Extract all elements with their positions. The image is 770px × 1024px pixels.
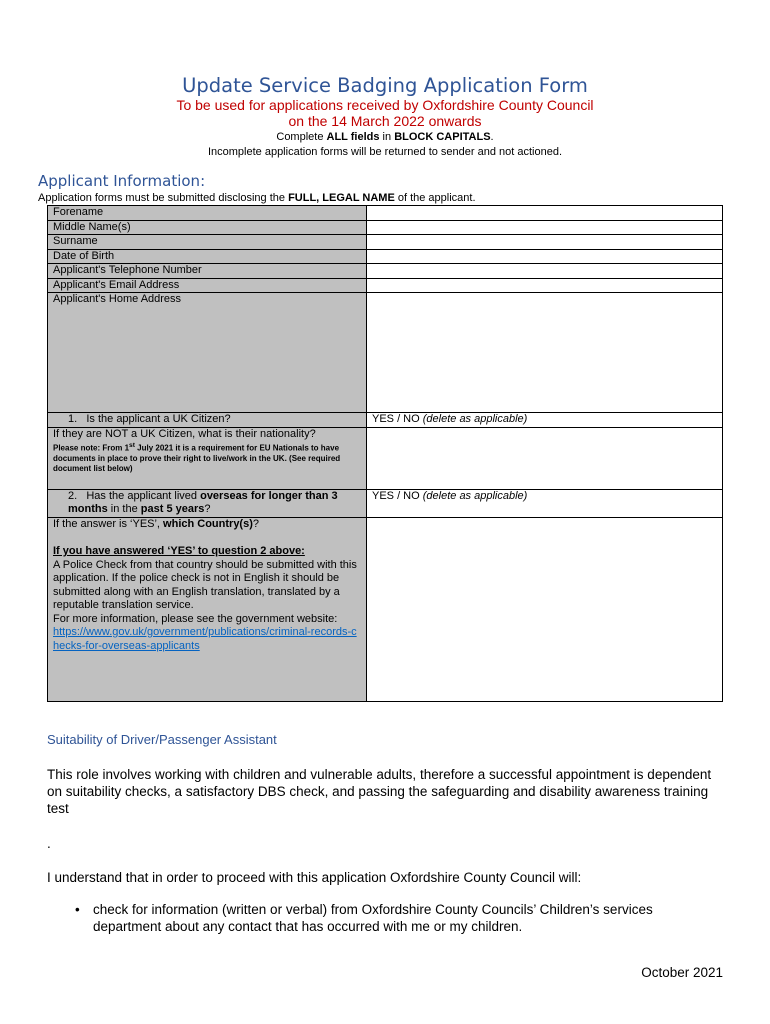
legal-name-note-end: of the applicant.	[394, 192, 476, 204]
if-yes-text: If you have answered ‘YES’ to question 2 above:	[53, 545, 305, 557]
home-address-label: Applicant's Home Address	[48, 293, 367, 413]
q2-text-bold1: overseas for longer than 3 months	[68, 489, 338, 515]
row-overseas	[48, 517, 723, 701]
eu-note-sup: st	[129, 442, 135, 449]
police-check-text: A Police Check from that country should be submitted with this application. If the police check is not in English it should be submitted along with an English translation, translated by a reputable translation service.	[53, 558, 357, 611]
q2-answer: YES / NO	[372, 489, 423, 502]
complete-text: Complete	[276, 131, 327, 143]
incomplete-note: Incomplete application forms will be returned to sender and not actioned.	[207, 146, 563, 158]
q1-label	[48, 413, 367, 428]
gov-website-link[interactable]: https://www.gov.uk/government/publications/criminal-records-checks-for-overseas-applicants	[53, 626, 357, 652]
dob-label: Date of Birth	[48, 249, 367, 264]
which-country-question	[53, 518, 361, 532]
nationality-field[interactable]	[367, 427, 723, 489]
q2-text-pre: Has the applicant lived	[86, 489, 201, 502]
suitability-heading: Suitability of Driver/Passenger Assistant	[47, 732, 277, 747]
q2-label	[48, 489, 367, 517]
row-q1	[48, 413, 723, 428]
overseas-country-field[interactable]	[367, 517, 723, 701]
q1-text: Is the applicant a UK Citizen?	[86, 413, 231, 425]
q2-text-bold2: past 5 years	[140, 503, 205, 515]
complete-bold-capitals: BLOCK CAPITALS	[394, 131, 491, 143]
if-yes-heading	[53, 545, 361, 559]
forename-field[interactable]	[367, 206, 723, 221]
complete-text-mid: in	[379, 131, 395, 143]
form-title: Update Service Badging Application Form	[182, 74, 588, 97]
form-subtitle	[0, 97, 770, 129]
q2-text-mid: in the	[107, 503, 141, 515]
q1-answer-note: (delete as applicable)	[422, 413, 528, 425]
standalone-dot: .	[47, 836, 51, 851]
q2-number: 2.	[68, 489, 78, 502]
which-country-bold: which Country(s)	[163, 517, 253, 530]
complete-instruction	[0, 131, 770, 143]
row-email	[48, 278, 723, 293]
phone-field[interactable]	[367, 264, 723, 279]
more-info-text: For more information, please see the government website:	[53, 612, 338, 625]
bullet-item	[75, 901, 715, 935]
nationality-label	[48, 427, 367, 489]
row-home-address	[48, 293, 723, 413]
home-address-field[interactable]	[367, 293, 723, 413]
q2-text-post: ?	[204, 503, 211, 515]
eu-nationals-note	[53, 441, 361, 474]
row-phone	[48, 264, 723, 279]
suitability-paragraph: This role involves working with children and vulnerable adults, therefore a successful appointment is dependent on suitability checks, a satisfactory DBS check, and passing the safeguarding and disability awareness training test	[47, 767, 712, 816]
bullet-text: check for information (written or verbal) from Oxfordshire County Councils’ Children’s services department about any contact that has occurred with me or my children.	[93, 902, 653, 934]
subtitle-line-1: To be used for applications received by Oxfordshire County Council	[176, 97, 594, 113]
q2-answer-field[interactable]	[367, 489, 723, 517]
eu-note-post: July 2021 it is a requirement for EU Nationals to have documents in place to prove their right to live/work in the UK. (See required document list below)	[53, 443, 341, 473]
nationality-question: If they are NOT a UK Citizen, what is their nationality?	[53, 427, 316, 440]
q1-answer: YES / NO	[372, 413, 423, 425]
applicant-table	[47, 205, 723, 702]
which-country-pre: If the answer is ‘YES’,	[53, 517, 164, 530]
understand-paragraph: I understand that in order to proceed with this application Oxfordshire County Council will:	[47, 870, 582, 885]
email-field[interactable]	[367, 278, 723, 293]
q2-answer-note: (delete as applicable)	[422, 489, 528, 502]
forename-label: Forename	[48, 206, 367, 221]
gov-link-wrap	[53, 626, 361, 653]
middle-names-label: Middle Name(s)	[48, 220, 367, 235]
complete-bold-fields: ALL fields	[326, 131, 380, 143]
footer-date: October 2021	[641, 965, 723, 980]
row-q2	[48, 489, 723, 517]
email-label: Applicant's Email Address	[48, 278, 367, 293]
complete-text-end: .	[490, 131, 494, 143]
applicant-heading: Applicant Information:	[38, 172, 206, 190]
row-forename	[48, 206, 723, 221]
legal-name-note-bold: FULL, LEGAL NAME	[288, 192, 395, 204]
legal-name-note	[38, 192, 476, 204]
phone-label: Applicant's Telephone Number	[48, 264, 367, 279]
eu-note-pre: Please note: From 1	[53, 443, 130, 453]
overseas-label	[48, 517, 367, 701]
subtitle-line-2: on the 14 March 2022 onwards	[288, 113, 482, 129]
row-middle-names	[48, 220, 723, 235]
bullet-dot-icon: •	[75, 902, 80, 917]
q1-answer-field[interactable]	[367, 413, 723, 428]
dob-field[interactable]	[367, 249, 723, 264]
which-country-post: ?	[252, 517, 260, 530]
row-surname	[48, 235, 723, 250]
row-nationality	[48, 427, 723, 489]
middle-names-field[interactable]	[367, 220, 723, 235]
surname-label: Surname	[48, 235, 367, 250]
surname-field[interactable]	[367, 235, 723, 250]
q1-number: 1.	[68, 413, 78, 425]
row-dob	[48, 249, 723, 264]
legal-name-note-text: Application forms must be submitted disclosing the	[38, 192, 289, 204]
